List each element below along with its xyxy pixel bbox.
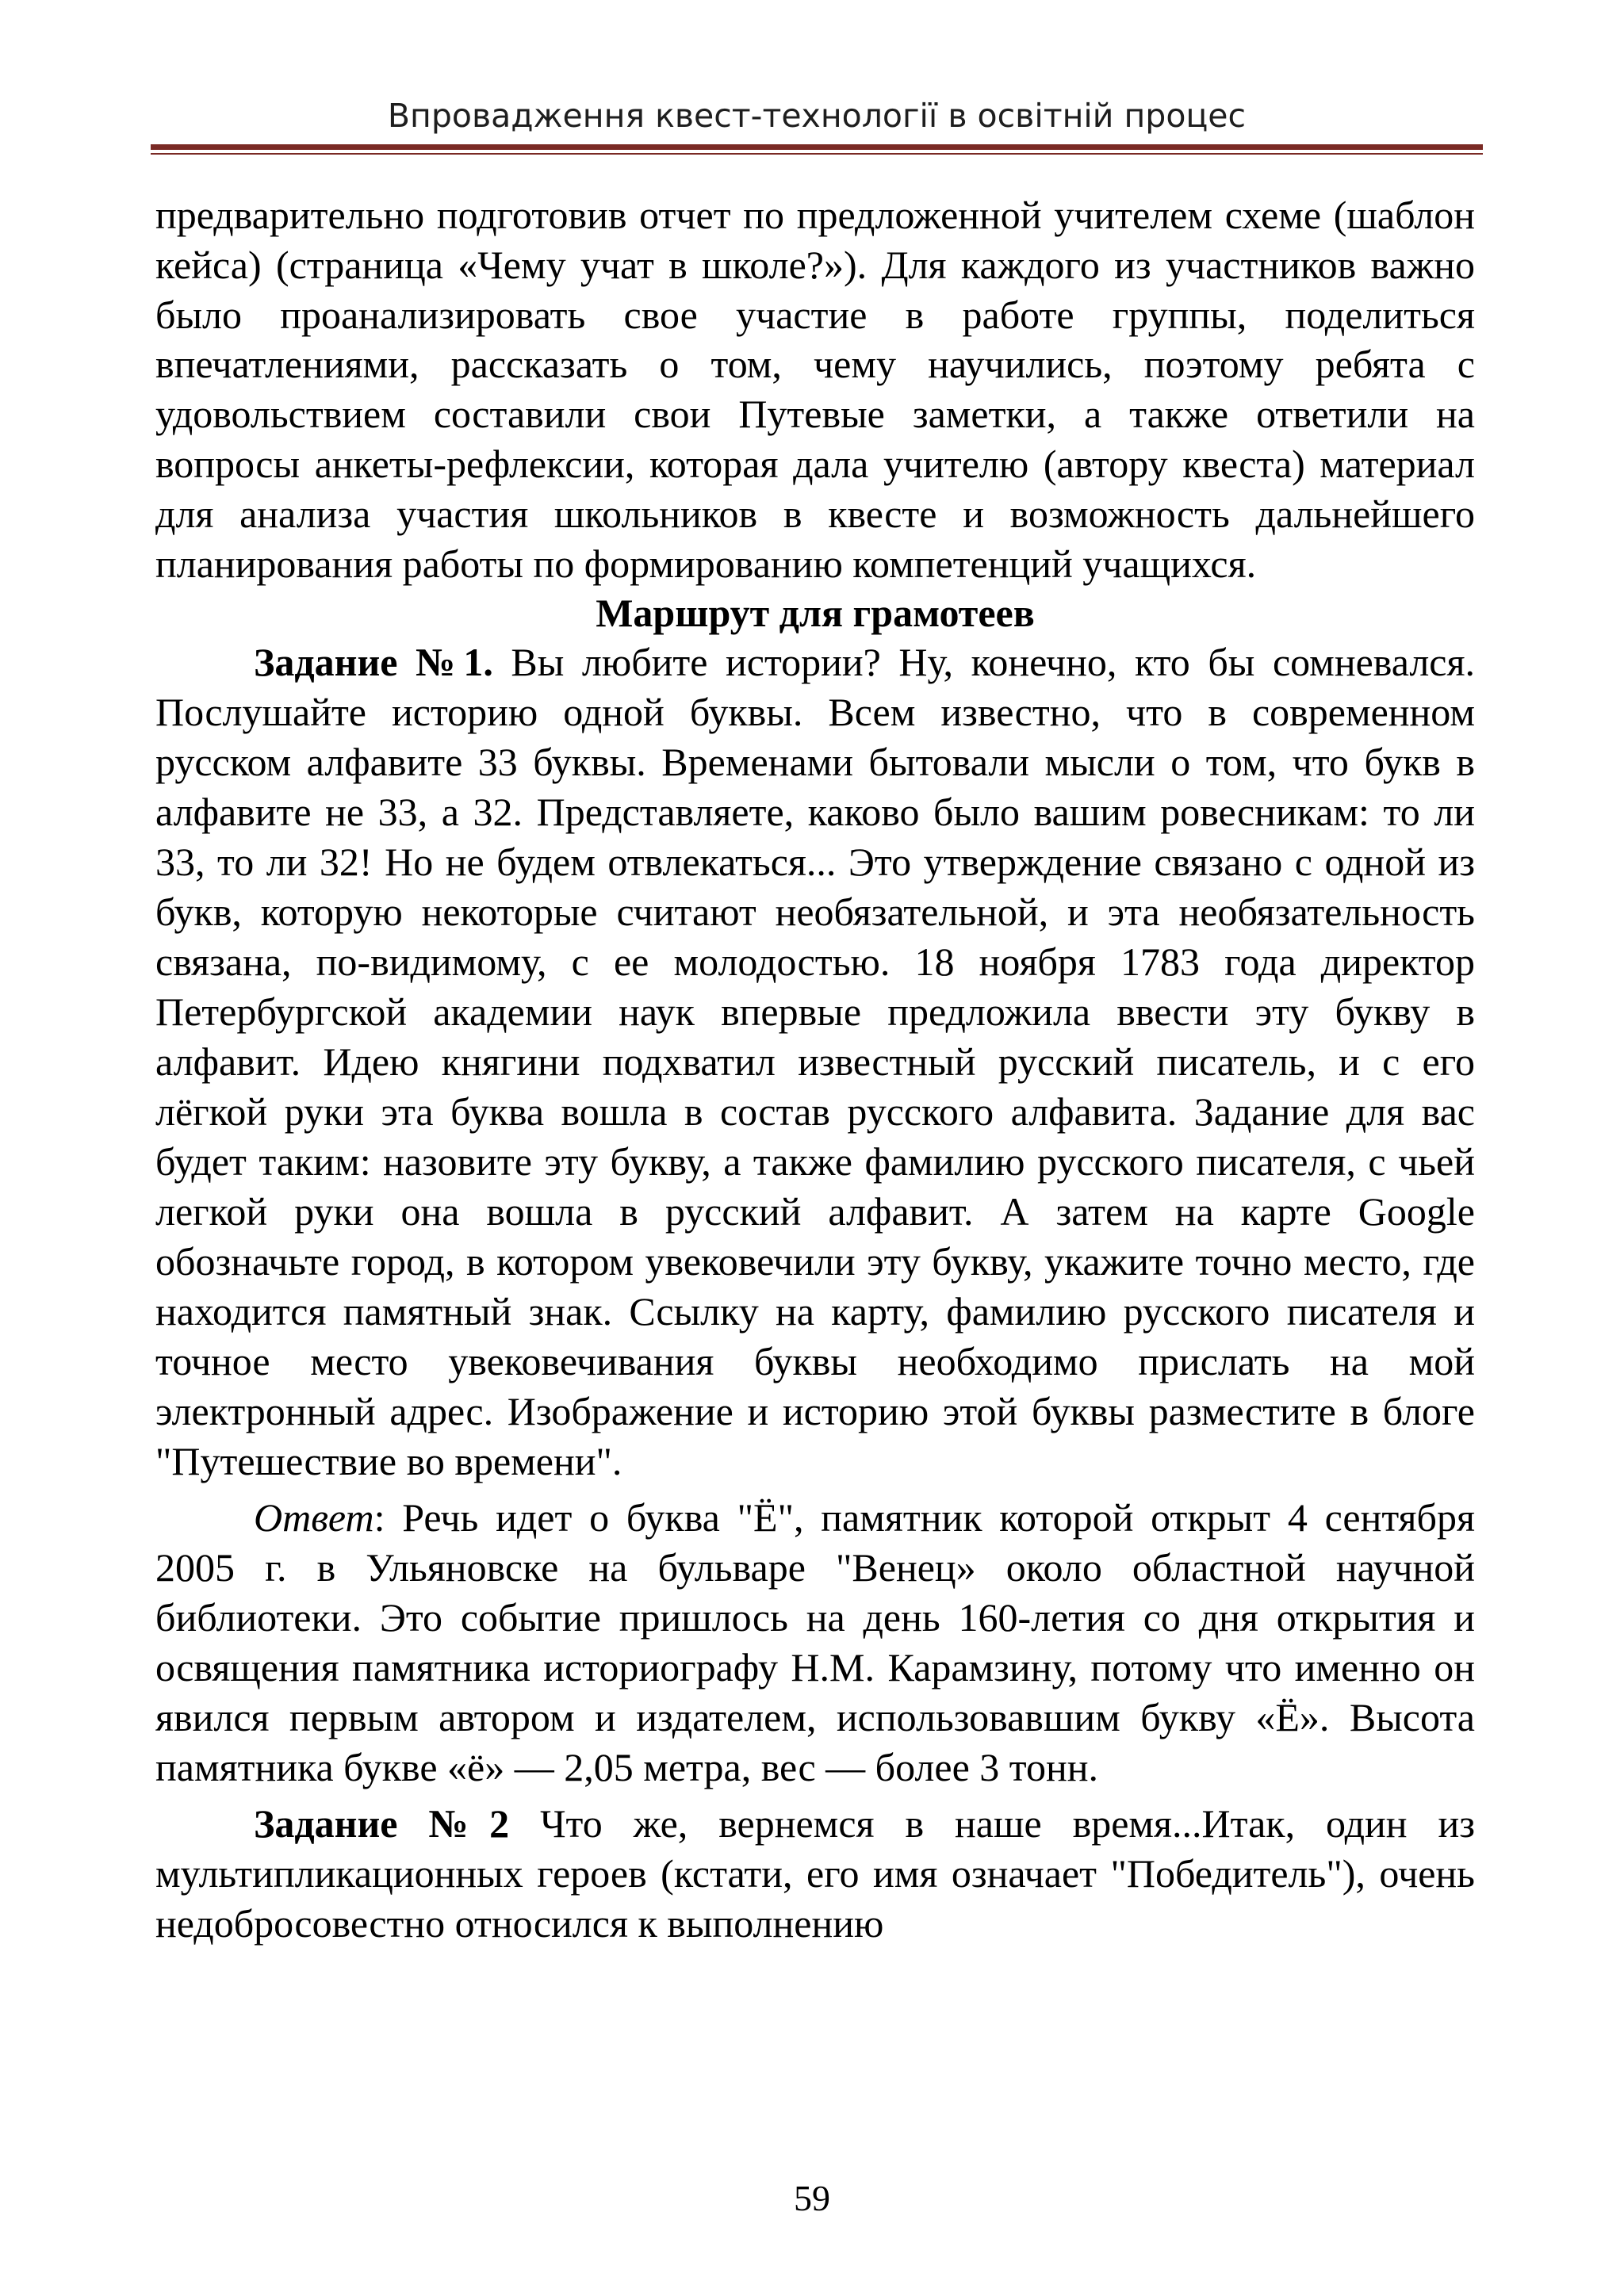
- task-1-text: Вы любите истории? Ну, конечно, кто бы сомневался. Послушайте историю одной буквы. Всем известно, что в современном русском алфавите 33 буквы. Временами бытовали мысли о том, что букв в алфавите не 33, а 32. Представляете, каково было вашим ровесникам: то ли 33, то ли 32! Но не будем отвлекаться... Это утверждение связано с одной из букв, которую некоторые считают необязательной, и эта необязательность связана, по-видимому, с ее молодостью. 18 ноября 1783 года директор Петербургской академии наук впервые предложила ввести эту букву в алфавит. Идею княгини подхватил известный русский писатель, и с его лёгкой руки эта буква вошла в состав русского алфавита. Задание для вас будет таким: назовите эту букву, а также фамилию русского писателя, с чьей легкой руки она вошла в русский алфавит. А затем на карте Google обозначьте город, в котором увековечили эту букву, укажите точно место, где находится памятный знак. Ссылку на карту, фамилию русского писателя и точное место увековечивания буквы необходимо прислать на мой электронный адрес. Изображение и историю этой буквы разместите в блоге "Путешествие во времени".: [155, 640, 1475, 1484]
- task-2-label: Задание №2: [254, 1801, 510, 1846]
- header-rule-thick: [151, 144, 1483, 150]
- intro-paragraph: предварительно подготовив отчет по предложенной учителем схеме (шаблон кейса) (страница «Чему учат в школе?»). Для каждого из участников важно было проанализировать свое участие в работе группы, поделиться впечатлениями, рассказать о том, чему научились, поэтому ребята с удовольствием составили свои Путевые заметки, а также ответили на вопросы анкеты-рефлексии, которая дала учителю (автору квеста) материал для анализа участия школьников в квесте и возможность дальнейшего планирования работы по формированию компетенций учащихся.: [155, 193, 1475, 586]
- body-text: [155, 190, 1475, 1949]
- answer-paragraph: [155, 1493, 1475, 1793]
- section-heading: Маршрут для грамотеев: [596, 591, 1035, 636]
- task-2-paragraph: [155, 1799, 1475, 1949]
- task-1-label: Задание №1.: [254, 640, 493, 685]
- answer-label: Ответ: [254, 1495, 374, 1540]
- answer-text: : Речь идет о буква "Ё", памятник которой открыт 4 сентября 2005 г. в Ульяновске на бульваре "Венец» около областной научной библиотеки. Это событие пришлось на день 160-летия со дня открытия и освящения памятника историографу Н.М. Карамзину, потому что именно он явился первым автором и издателем, использовавшим букву «Ё». Высота памятника букве «ё» — 2,05 метра, вес — более 3 тонн.: [155, 1495, 1475, 1790]
- page-number: 59: [794, 2178, 830, 2218]
- header-rule-thin: [151, 153, 1483, 155]
- task-2-text: Что же, вернемся в наше время...Итак, один из мультипликационных героев (кстати, его имя означает "Победитель"), очень недобросовестно относился к выполнению: [155, 1801, 1475, 1946]
- running-header: Впровадження квест-технології в освітній процес: [387, 97, 1247, 135]
- task-1-paragraph: [155, 637, 1475, 1487]
